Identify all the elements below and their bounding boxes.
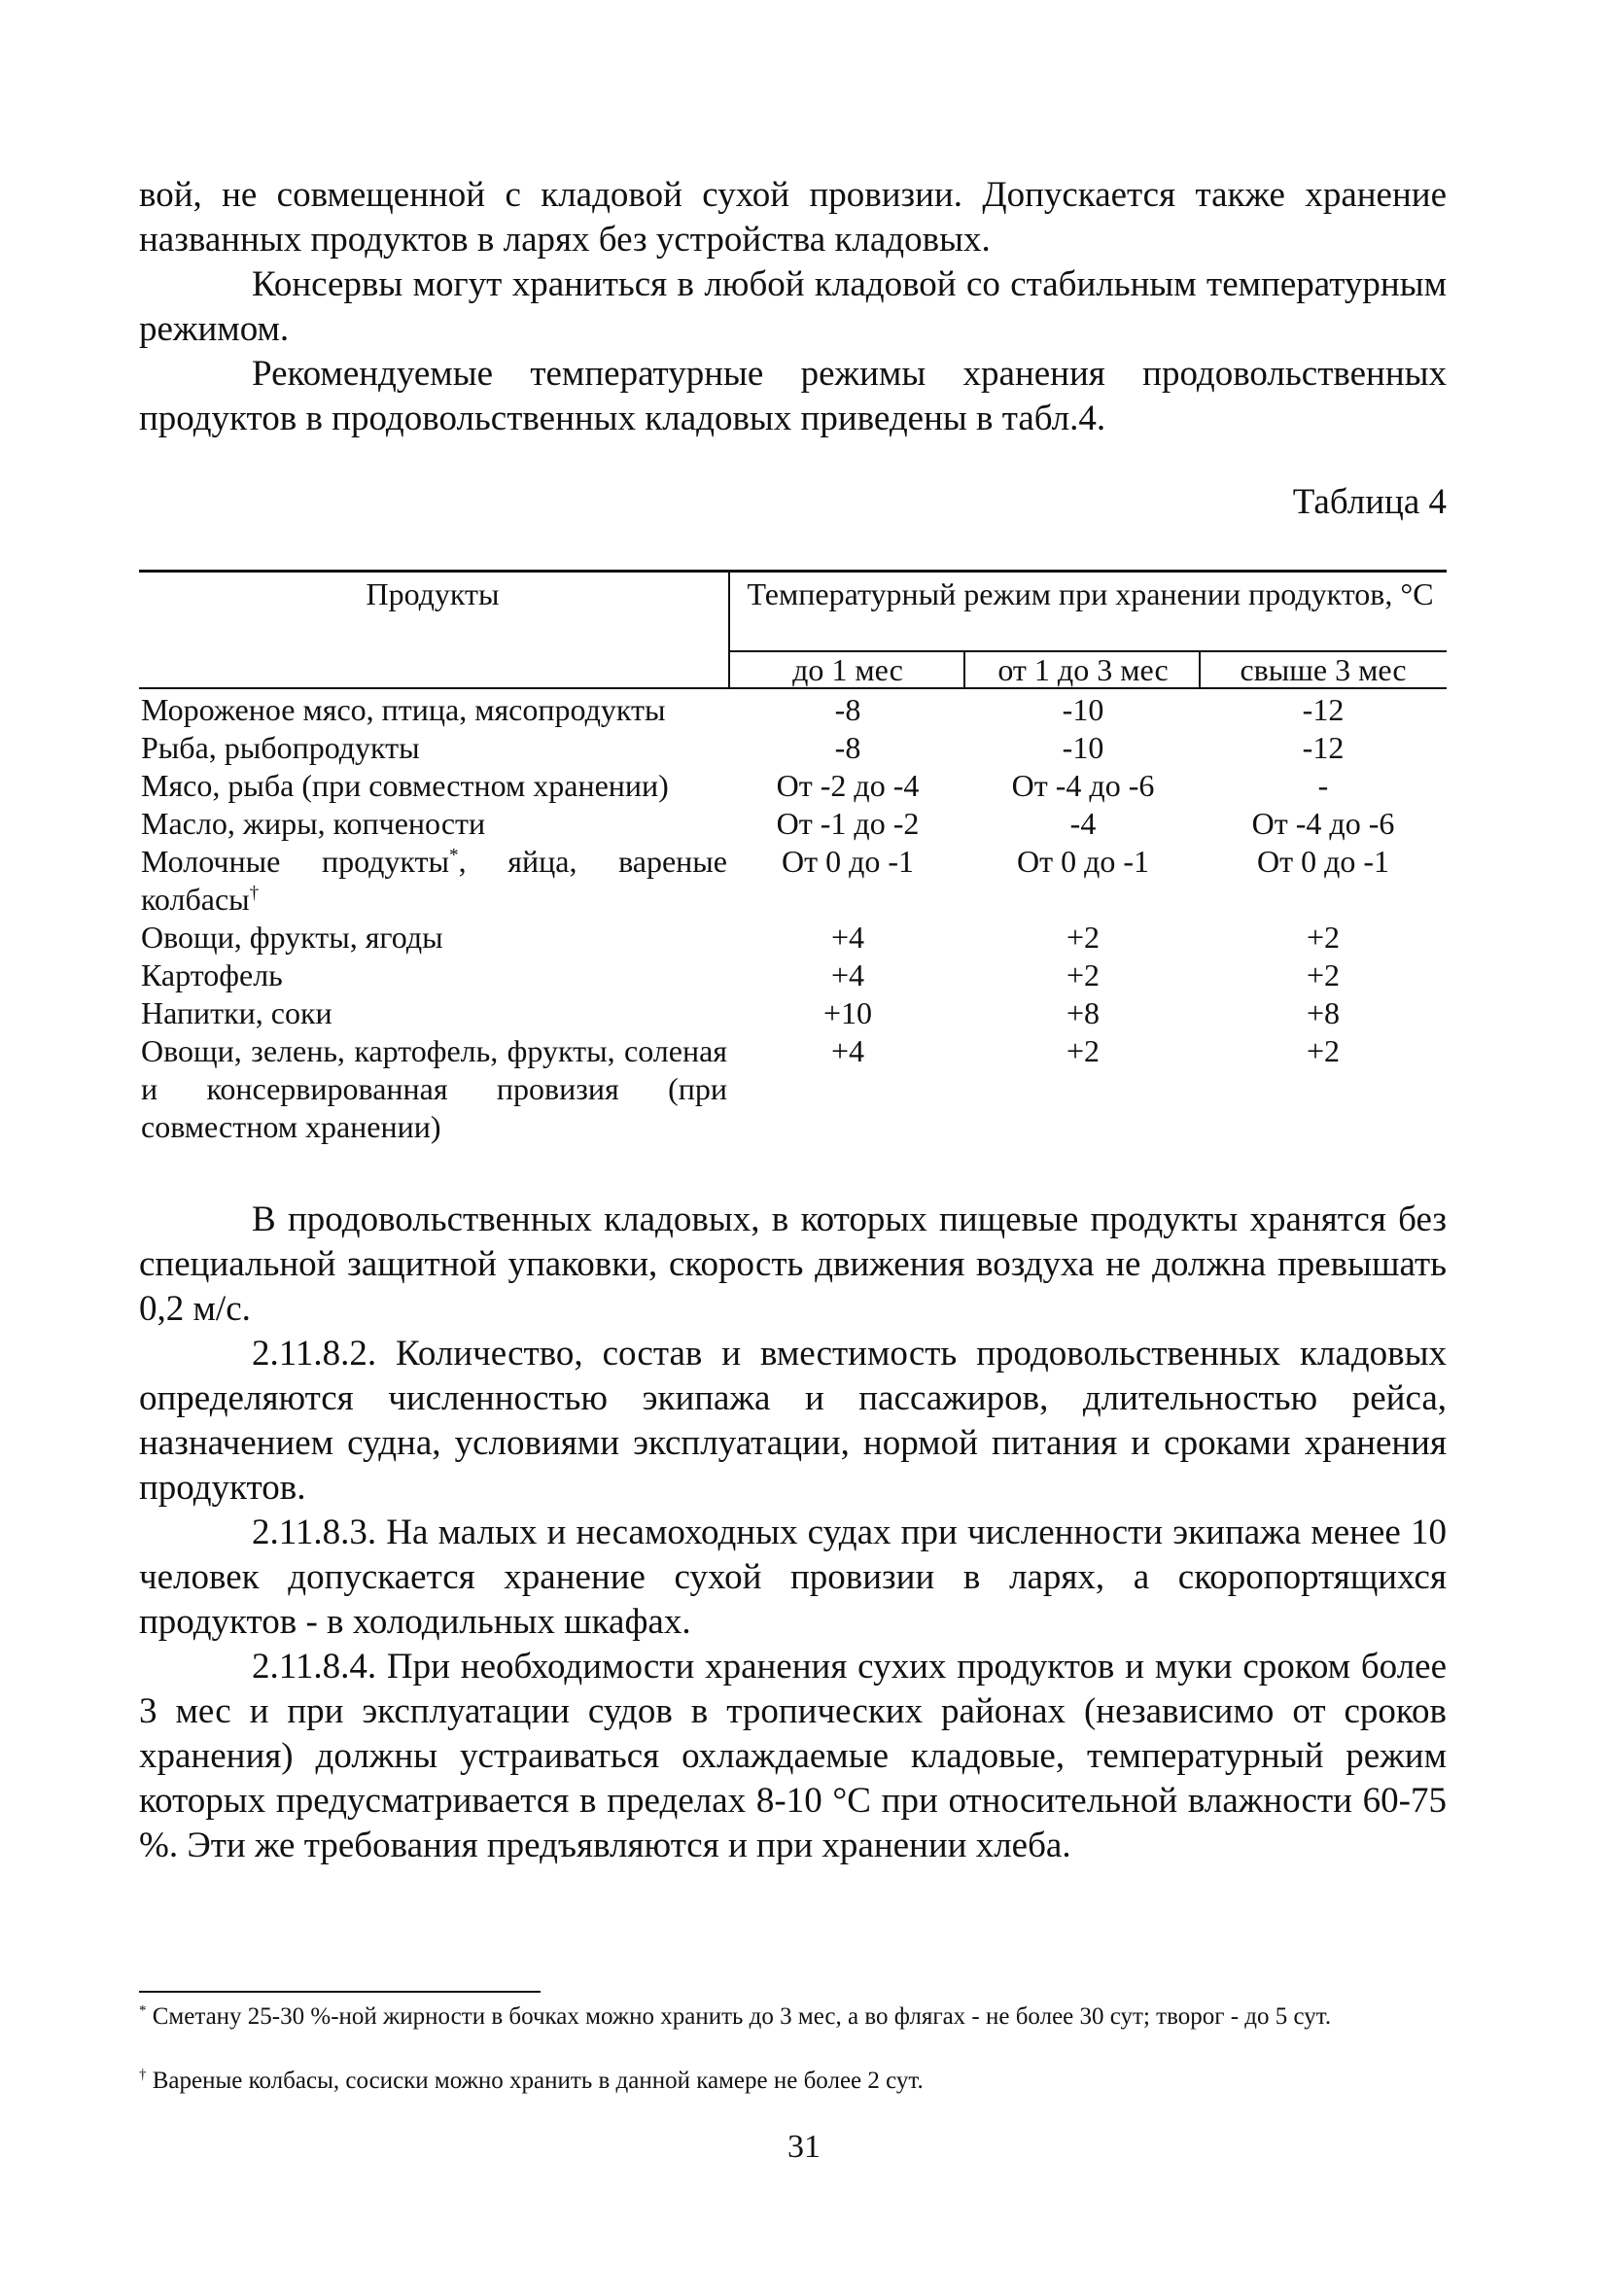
paragraph-6: 2.11.8.3. На малых и несамоходных судах при численности экипажа менее 10 человек допускается хранение сухой провизии в ларях, а скоропортящихся продуктов - в холодильных шкафах.	[139, 1513, 1447, 1642]
table-row-product	[141, 843, 727, 919]
table-cell-value: +8	[1306, 995, 1341, 1030]
table-cell-value: От -2 до -4	[776, 768, 920, 803]
table-cell-value: +2	[1306, 957, 1341, 992]
table-cell-value: -12	[1302, 692, 1345, 727]
header-temperature-regime: Температурный режим при хранении продуктов, °С	[747, 576, 1434, 611]
table-row-product: Овощи, зелень, картофель, фрукты, соленая и консервированная провизия (при совместном хранении)	[141, 1033, 727, 1144]
table-cell-value: От -4 до -6	[1011, 768, 1155, 803]
footnote-mark: †	[249, 883, 260, 904]
footnote-2	[139, 2065, 1447, 2097]
table-cell-value: -10	[1062, 692, 1104, 727]
table-cell-value: +8	[1066, 995, 1101, 1030]
table-cell-value: -10	[1062, 730, 1104, 765]
table-row-product: Овощи, фрукты, ягоды	[141, 920, 443, 955]
page-number: 31	[787, 2129, 821, 2165]
table-row-product: Масло, жиры, копчености	[141, 806, 486, 841]
table-cell-value: -8	[834, 730, 861, 765]
table-cell-value: -8	[834, 692, 861, 727]
table-cell-value: +2	[1066, 957, 1101, 992]
footnote-text: Сметану 25-30 %-ной жирности в бочках можно хранить до 3 мес, а во флягах - не более 30 сут; творог - до 5 сут.	[152, 2003, 1332, 2030]
table-row-product: Картофель	[141, 957, 283, 992]
table-cell-value: От -4 до -6	[1251, 806, 1395, 841]
table-cell-value: +2	[1066, 920, 1101, 955]
footnote-mark: †	[139, 2067, 147, 2083]
product-text: , яйца, вареные колбасы	[141, 844, 727, 917]
table-caption: Таблица 4	[1292, 482, 1447, 522]
paragraph-3: Рекомендуемые температурные режимы хранения продовольственных продуктов в продовольственных кладовых приведены в табл.4.	[139, 354, 1447, 438]
footnote-text: Вареные колбасы, сосиски можно хранить в данной камере не более 2 сут.	[152, 2068, 924, 2094]
table-vrule-products	[728, 572, 730, 688]
paragraph-4: В продовольственных кладовых, в которых пищевые продукты хранятся без специальной защитной упаковки, скорость движения воздуха не должна превышать 0,2 м/с.	[139, 1200, 1447, 1329]
table-cell-value: +4	[830, 1033, 865, 1068]
table-cell-value: -12	[1302, 730, 1345, 765]
paragraph-5: 2.11.8.2. Количество, состав и вместимость продовольственных кладовых определяются численностью экипажа и пассажиров, длительностью рейса, назначением судна, условиями эксплуатации, нормой питания и сроками хранения продуктов.	[139, 1334, 1447, 1508]
table-row-product: Мясо, рыба (при совместном хранении)	[141, 768, 669, 803]
paragraph-2: Консервы могут храниться в любой кладовой со стабильным температурным режимом.	[139, 264, 1447, 349]
table-cell-value: +2	[1306, 1033, 1341, 1068]
header-products: Продукты	[366, 576, 500, 611]
table-cell-value: -	[1317, 768, 1329, 803]
table-cell-value: +10	[822, 995, 873, 1030]
footnote-mark: *	[139, 2002, 147, 2019]
table-cell-value: -4	[1069, 806, 1097, 841]
table-cell-value: От 0 до -1	[1016, 844, 1150, 879]
paragraph-1: вой, не совмещенной с кладовой сухой провизии. Допускается также хранение названных продуктов в ларях без устройства кладовых.	[139, 175, 1447, 260]
table-cell-value: +2	[1066, 1033, 1101, 1068]
table-top-rule	[139, 570, 1447, 573]
table-cell-value: От -1 до -2	[776, 806, 920, 841]
table-cell-value: +4	[830, 957, 865, 992]
table-cell-value: +2	[1306, 920, 1341, 955]
table-cell-value: От 0 до -1	[781, 844, 915, 879]
paragraph-7: 2.11.8.4. При необходимости хранения сухих продуктов и муки сроком более 3 мес и при эксплуатации судов в тропических районах (независимо от сроков хранения) должны устраиваться охлаждаемые кладовые, температурный режим которых предусматривается в пределах 8-10 °С при относительной влажности 60-75 %. Эти же требования предъявляются и при хранении хлеба.	[139, 1647, 1447, 1865]
subheader-1-to-3-months: от 1 до 3 мес	[997, 652, 1169, 687]
footnote-1	[139, 2000, 1447, 2033]
product-text: Молочные продукты	[141, 844, 450, 879]
table-row-product: Рыба, рыбопродукты	[141, 730, 420, 765]
table-row-product: Напитки, соки	[141, 995, 332, 1030]
footnote-mark: *	[449, 845, 459, 866]
table-cell-value: +4	[830, 920, 865, 955]
table-cell-value: От 0 до -1	[1256, 844, 1390, 879]
subheader-up-to-1-month: до 1 мес	[792, 652, 903, 687]
table-row-product: Мороженое мясо, птица, мясопродукты	[141, 692, 666, 727]
footnote-separator	[139, 1991, 541, 1993]
subheader-over-3-months: свыше 3 мес	[1240, 652, 1407, 687]
